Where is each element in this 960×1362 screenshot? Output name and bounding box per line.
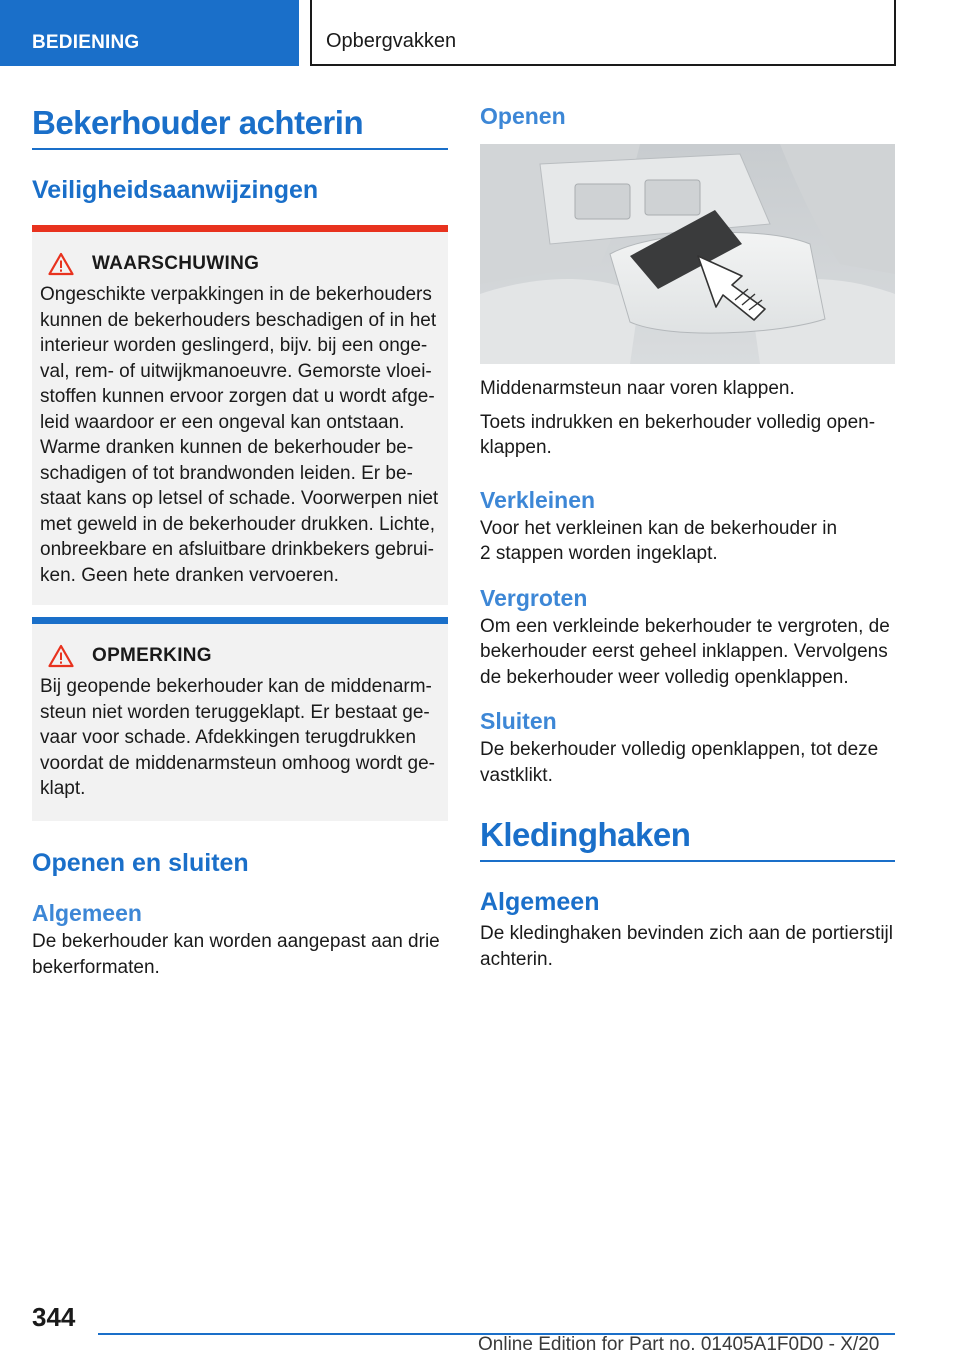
warning-line: leid waardoor er een ongeval kan ontstaan.: [40, 411, 405, 433]
notice-text: [40, 674, 440, 802]
warning-triangle-icon: [48, 252, 74, 276]
cupholder-button-illustration: [480, 144, 895, 364]
section-tab: BEDIENING: [0, 0, 299, 66]
warning-line: stoffen kunnen ervoor zorgen dat u wordt afge-: [40, 386, 435, 407]
warning-title: [40, 252, 440, 276]
notice-line: klapt.: [40, 778, 86, 799]
shrink-text: [480, 516, 895, 567]
warning-text: [40, 282, 440, 588]
enlarge-heading: Vergroten: [480, 584, 588, 611]
general-line: bekerformaten.: [32, 956, 160, 978]
warning-line: ken. Geen hete dranken vervoeren.: [40, 564, 339, 586]
warning-line: val, rem- of uitwijkmanoeuvre. Gemorste vloei-: [40, 360, 432, 382]
chapter-tab: Opbergvakken: [310, 0, 896, 66]
open-heading: Openen: [480, 103, 566, 129]
step-2-line: Toets indrukken en bekerhouder volledig open-: [480, 411, 876, 433]
notice-line: steun niet worden teruggeklapt. Er bestaat ge-: [40, 701, 430, 723]
page-title: Bekerhouder achterin: [32, 66, 448, 150]
notice-line: vaar voor schade. Afdekkingen terugdrukken: [40, 727, 417, 748]
safety-heading: Veiligheidsaanwijzingen: [32, 176, 319, 204]
warning-box: [32, 225, 448, 605]
warning-line: kunnen de bekerhouders beschadigen of in het: [40, 309, 437, 331]
general-line: De bekerhouder kan worden aangepast aan drie: [32, 931, 440, 952]
warning-line: staat kans op letsel of schade. Voorwerpen niet: [40, 488, 439, 509]
left-column: [32, 66, 448, 980]
close-text: [480, 737, 895, 788]
warning-line: schadigen of tot brandwonden leiden. Er be-: [40, 462, 413, 484]
warning-label: WAARSCHUWING: [92, 253, 260, 274]
shrink-line: 2 stappen worden ingeklapt.: [480, 543, 718, 564]
enlarge-line: de bekerhouder weer volledig openklappen.: [480, 666, 849, 688]
close-heading: Sluiten: [480, 708, 557, 734]
hooks-general-heading: Algemeen: [480, 888, 600, 916]
enlarge-line: bekerhouder eerst geheel inklappen. Vervolgens: [480, 641, 888, 662]
hooks-line: achterin.: [480, 948, 553, 970]
warning-line: Ongeschikte verpakkingen in de bekerhouders: [40, 284, 432, 305]
edition-text: Online Edition for Part no. 01405A1F0D0 - X/20: [478, 1334, 880, 1355]
page-header: [0, 0, 960, 66]
hooks-line: De kledinghaken bevinden zich aan de portierstijl: [480, 923, 893, 944]
page-number: 344: [32, 1302, 76, 1332]
enlarge-line: Om een verkleinde bekerhouder te vergroten, de: [480, 615, 890, 637]
general-text: [32, 929, 448, 980]
close-line: De bekerhouder volledig openklappen, tot deze: [480, 739, 879, 760]
shrink-line: Voor het verkleinen kan de bekerhouder in: [480, 517, 838, 539]
open-close-heading: Openen en sluiten: [32, 849, 249, 877]
warning-line: onbreekbare en afsluitbare drinkbekers gebrui-: [40, 539, 434, 560]
notice-label: OPMERKING: [92, 645, 212, 666]
warning-triangle-icon: [48, 644, 74, 668]
enlarge-text: [480, 614, 895, 691]
shrink-heading: Verkleinen: [480, 486, 596, 513]
warning-bar: [32, 225, 448, 232]
warning-line: met geweld in de bekerhouder drukken. Lichte,: [40, 513, 436, 535]
right-column: [480, 66, 895, 972]
step-2-line: klappen.: [480, 437, 552, 458]
warning-line: interieur worden geslingerd, bijv. bij een onge-: [40, 335, 428, 356]
step-2-text: [480, 410, 895, 461]
notice-title: [40, 644, 440, 668]
hooks-text: [480, 921, 895, 972]
notice-box: [32, 617, 448, 821]
notice-line: voordat de middenarmsteun omhoog wordt ge-: [40, 752, 436, 774]
step-1-text: Middenarmsteun naar voren klappen.: [480, 378, 795, 399]
notice-line: Bij geopende bekerhouder kan de middenarm-: [40, 676, 432, 697]
warning-line: Warme dranken kunnen de bekerhouder be-: [40, 437, 414, 458]
notice-bar: [32, 617, 448, 624]
general-heading: Algemeen: [32, 900, 142, 926]
armrest-illustration: [480, 144, 895, 364]
hooks-title: Kledinghaken: [480, 816, 895, 862]
close-line: vastklikt.: [480, 764, 553, 786]
